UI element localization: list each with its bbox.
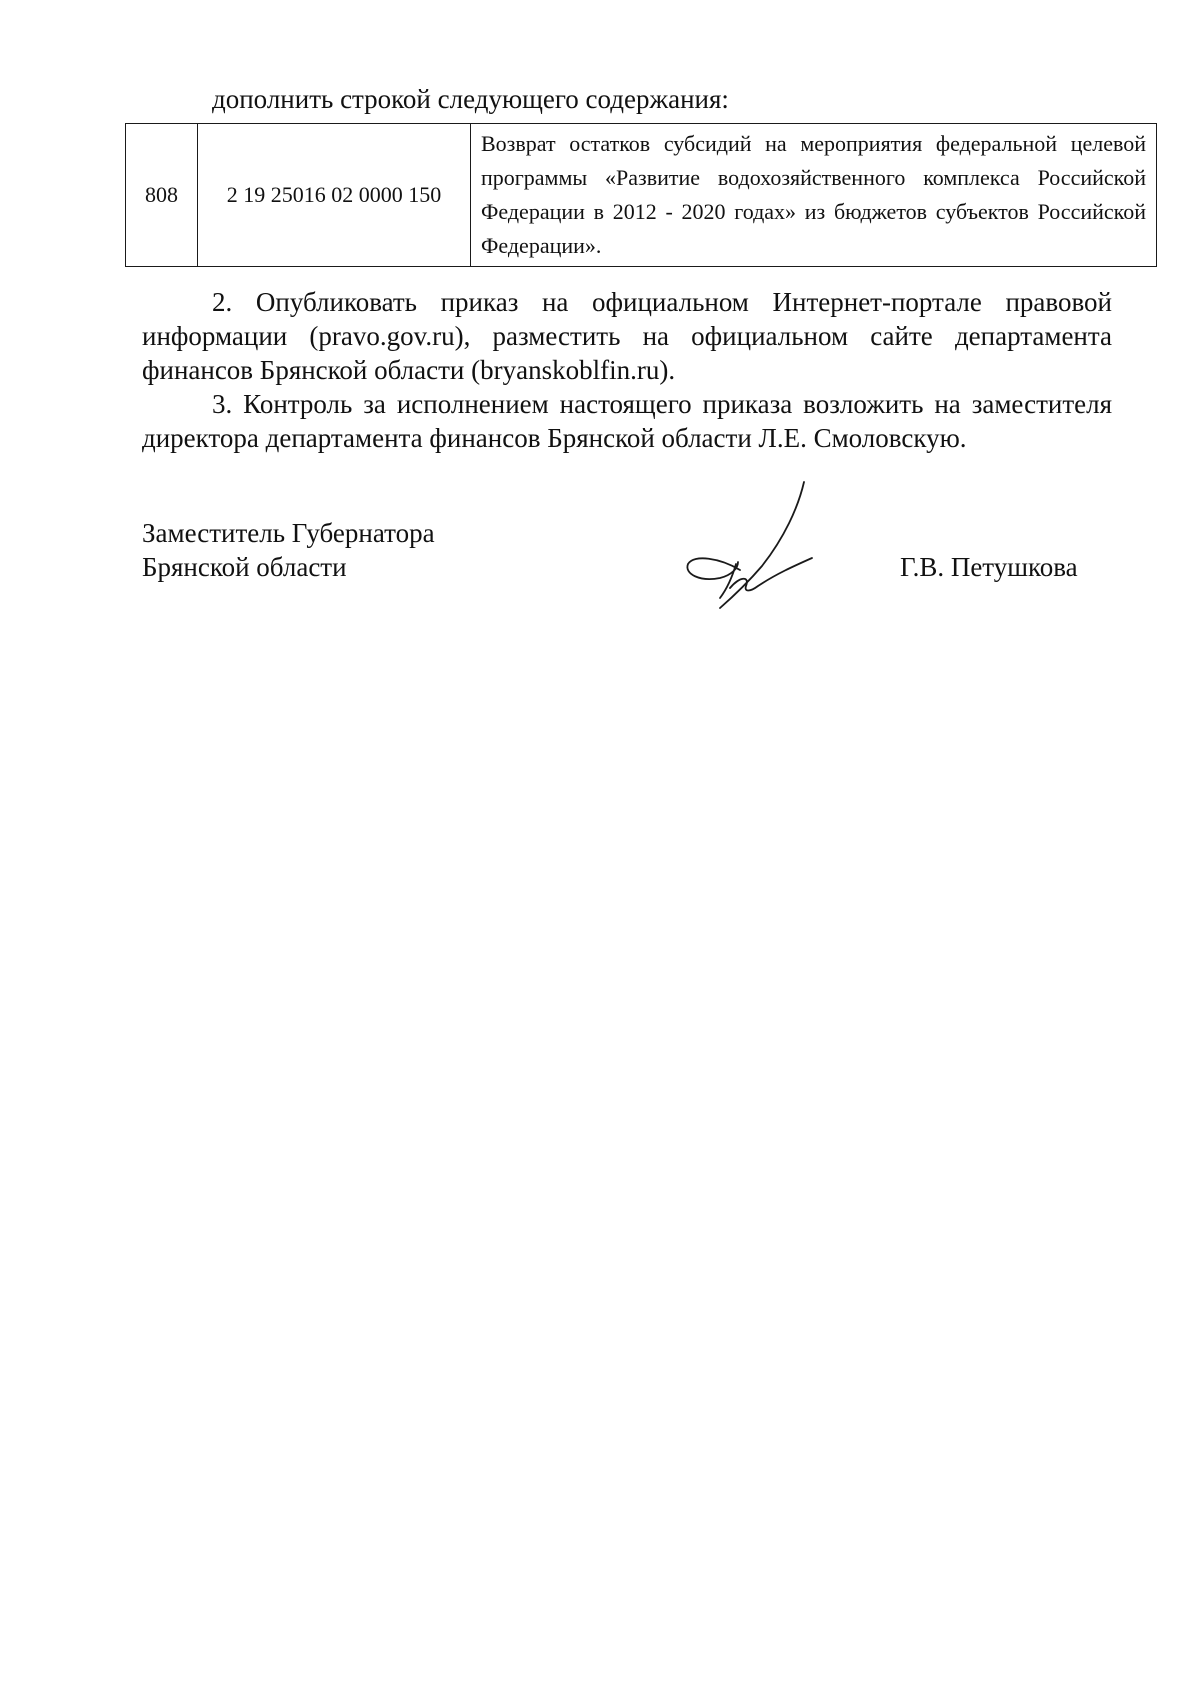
admin-code-cell: 808: [126, 124, 198, 267]
signer-title: [142, 516, 435, 584]
signer-title-line-2: Брянской области: [142, 552, 347, 582]
signer-title-line-1: Заместитель Губернатора: [142, 518, 435, 548]
clause-publish: 2. Опубликовать приказ на официальном Интернет-портале правовой информации (pravo.gov.ru), разместить на официальном сайте департамента финансов Брянской области (bryanskoblfin.ru).: [142, 287, 1112, 385]
table-row: [126, 124, 1157, 267]
budget-code-cell: 2 19 25016 02 0000 150: [198, 124, 471, 267]
clauses-section: [142, 285, 1112, 455]
budget-code-table: [125, 123, 1157, 267]
handwritten-signature: [680, 478, 830, 618]
intro-line: дополнить строкой следующего содержания:: [212, 84, 729, 114]
signer-name: Г.В. Петушкова: [900, 552, 1078, 582]
description-cell: Возврат остатков субсидий на мероприятия федеральной целевой программы «Развитие водохозяйственного комплекса Российской Федерации в 2012 - 2020 годах» из бюджетов субъектов Российской Федерации».: [471, 124, 1157, 267]
clause-control: 3. Контроль за исполнением настоящего приказа возложить на заместителя директора департамента финансов Брянской области Л.Е. Смоловскую.: [142, 389, 1112, 453]
